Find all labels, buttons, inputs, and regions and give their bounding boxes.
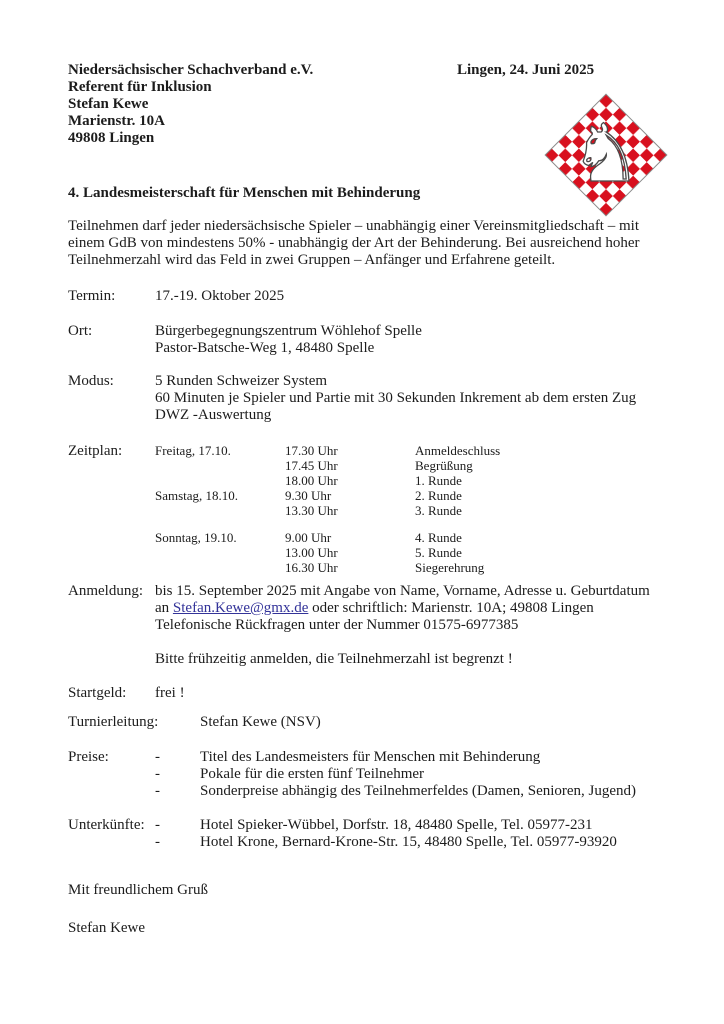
field-label: Preise: (68, 749, 109, 765)
schedule-event: 2. Runde (415, 488, 462, 503)
field-value (155, 583, 668, 668)
anmeldung-line: bis 15. September 2025 mit Angabe von Name, Vorname, Adresse u. Geburtdatum (155, 583, 650, 599)
preise-item-text: Titel des Landesmeisters für Menschen mit Behinderung (200, 749, 541, 765)
field-label: Termin: (68, 288, 116, 304)
schedule-time: 18.00 Uhr (285, 473, 338, 488)
dash-bullet: - (155, 749, 160, 765)
schedule-time: 17.45 Uhr (285, 458, 338, 473)
field-zeitplan (68, 443, 668, 575)
field-label: Unterkünfte: (68, 817, 145, 833)
preise-item (155, 783, 668, 800)
field-label: Anmeldung: (68, 583, 143, 599)
spacer (155, 634, 668, 651)
field-value (155, 373, 668, 424)
intro-line: Teilnehmerzahl wird das Feld in zwei Gruppen – Anfänger und Erfahrene geteilt. (68, 252, 556, 268)
sender-line-org: Niedersächsischer Schachverband e.V. (68, 62, 314, 78)
sender-line-name: Stefan Kewe (68, 96, 149, 112)
field-unterkuenfte (68, 817, 668, 851)
unterkunft-item-text: Hotel Spieker-Wübbel, Dorfstr. 18, 48480 Spelle, Tel. 05977-231 (200, 817, 593, 833)
schedule-day (155, 458, 285, 473)
schedule-event: 3. Runde (415, 503, 462, 518)
schedule-row (155, 488, 668, 503)
page-title: 4. Landesmeisterschaft für Menschen mit Behinderung (68, 185, 421, 201)
schedule-row (155, 458, 668, 473)
schedule-time: 13.00 Uhr (285, 545, 338, 560)
field-value: Stefan Kewe (NSV) (200, 714, 321, 730)
white-horse-glyph: ♞ (570, 107, 642, 200)
modus-line: DWZ -Auswertung (155, 407, 272, 423)
field-label: Turnierleitung: (68, 714, 159, 730)
field-value (155, 749, 668, 800)
dash-bullet: - (155, 817, 160, 833)
schedule-time: 9.00 Uhr (285, 530, 332, 545)
field-modus (68, 373, 668, 424)
field-anmeldung (68, 583, 668, 668)
schedule-time: 9.30 Uhr (285, 488, 332, 503)
schedule-time: 13.30 Uhr (285, 503, 338, 518)
schedule-day: Freitag, 17.10. (155, 443, 231, 458)
preise-item-text: Sonderpreise abhängig des Teilnehmerfeldes (Damen, Senioren, Jugend) (200, 783, 637, 799)
schedule-row (155, 545, 668, 560)
intro-line: Teilnehmen darf jeder niedersächsische Spieler – unabhängig einer Vereinsmitgliedschaft – mit (68, 218, 639, 234)
email-link[interactable]: Stefan.Kewe@gmx.de (172, 600, 309, 616)
schedule-table (155, 443, 668, 575)
field-label: Ort: (68, 323, 93, 339)
unterkunft-item (155, 817, 668, 834)
schedule-time: 16.30 Uhr (285, 560, 338, 575)
schedule-row (155, 443, 668, 458)
field-label: Zeitplan: (68, 443, 123, 459)
field-value: 17.-19. Oktober 2025 (155, 288, 285, 304)
date-line: Lingen, 24. Juni 2025 (457, 62, 595, 78)
field-startgeld (68, 685, 668, 702)
field-value: frei ! (155, 685, 185, 701)
anmeldung-note: Bitte frühzeitig anmelden, die Teilnehmerzahl ist begrenzt ! (155, 651, 513, 667)
field-preise (68, 749, 668, 800)
schedule-day (155, 503, 285, 518)
dash-bullet: - (155, 766, 160, 782)
sender-line-street: Marienstr. 10A (68, 113, 165, 129)
dash-bullet: - (155, 834, 160, 850)
field-label: Startgeld: (68, 685, 127, 701)
schedule-event: 1. Runde (415, 473, 462, 488)
schedule-event: 4. Runde (415, 530, 462, 545)
schedule-row (155, 530, 668, 545)
intro-line: einem GdB von mindestens 50% - unabhängig der Art der Behinderung. Bei ausreichend hoher (68, 235, 640, 251)
anmeldung-line (155, 600, 668, 617)
modus-line: 60 Minuten je Spieler und Partie mit 30 Sekunden Inkrement ab dem ersten Zug (155, 390, 637, 406)
ort-address: Pastor-Batsche-Weg 1, 48480 Spelle (155, 340, 375, 356)
schedule-event: 5. Runde (415, 545, 462, 560)
preise-item-text: Pokale für die ersten fünf Teilnehmer (200, 766, 425, 782)
modus-line: 5 Runden Schweizer System (155, 373, 328, 389)
signature-name: Stefan Kewe (68, 920, 146, 936)
field-turnierleitung (68, 714, 668, 731)
unterkunft-item (155, 834, 668, 851)
field-label: Modus: (68, 373, 114, 389)
field-value (155, 323, 668, 357)
preise-item (155, 749, 668, 766)
schedule-row (155, 473, 668, 488)
anmeldung-line-suffix: oder schriftlich: Marienstr. 10A; 49808 Lingen (308, 600, 594, 616)
sender-block (68, 62, 313, 147)
field-ort (68, 323, 668, 357)
sender-line-city: 49808 Lingen (68, 130, 155, 146)
schedule-event: Siegerehrung (415, 560, 485, 575)
unterkunft-item-text: Hotel Krone, Bernard-Krone-Str. 15, 48480 Spelle, Tel. 05977-93920 (200, 834, 617, 850)
intro-paragraph (68, 218, 668, 269)
schedule-row (155, 503, 668, 518)
ort-venue: Bürgerbegegnungszentrum Wöhlehof Spelle (155, 323, 422, 339)
schedule-time: 17.30 Uhr (285, 443, 338, 458)
schedule-day (155, 545, 285, 560)
sender-line-role: Referent für Inklusion (68, 79, 212, 95)
anmeldung-line: Telefonische Rückfragen unter der Nummer 01575-6977385 (155, 617, 519, 633)
closing-salutation: Mit freundlichem Gruß (68, 882, 208, 898)
schedule-day (155, 473, 285, 488)
schedule-event: Begrüßung (415, 458, 473, 473)
field-value (155, 817, 668, 851)
field-termin (68, 288, 668, 305)
dash-bullet: - (155, 783, 160, 799)
schedule-day (155, 560, 285, 575)
anmeldung-line-prefix: an (155, 600, 173, 616)
schedule-row (155, 560, 668, 575)
preise-item (155, 766, 668, 783)
schedule-day: Samstag, 18.10. (155, 488, 239, 503)
letter-body (68, 184, 668, 937)
schedule-day: Sonntag, 19.10. (155, 530, 237, 545)
schedule-event: Anmeldeschluss (415, 443, 501, 458)
